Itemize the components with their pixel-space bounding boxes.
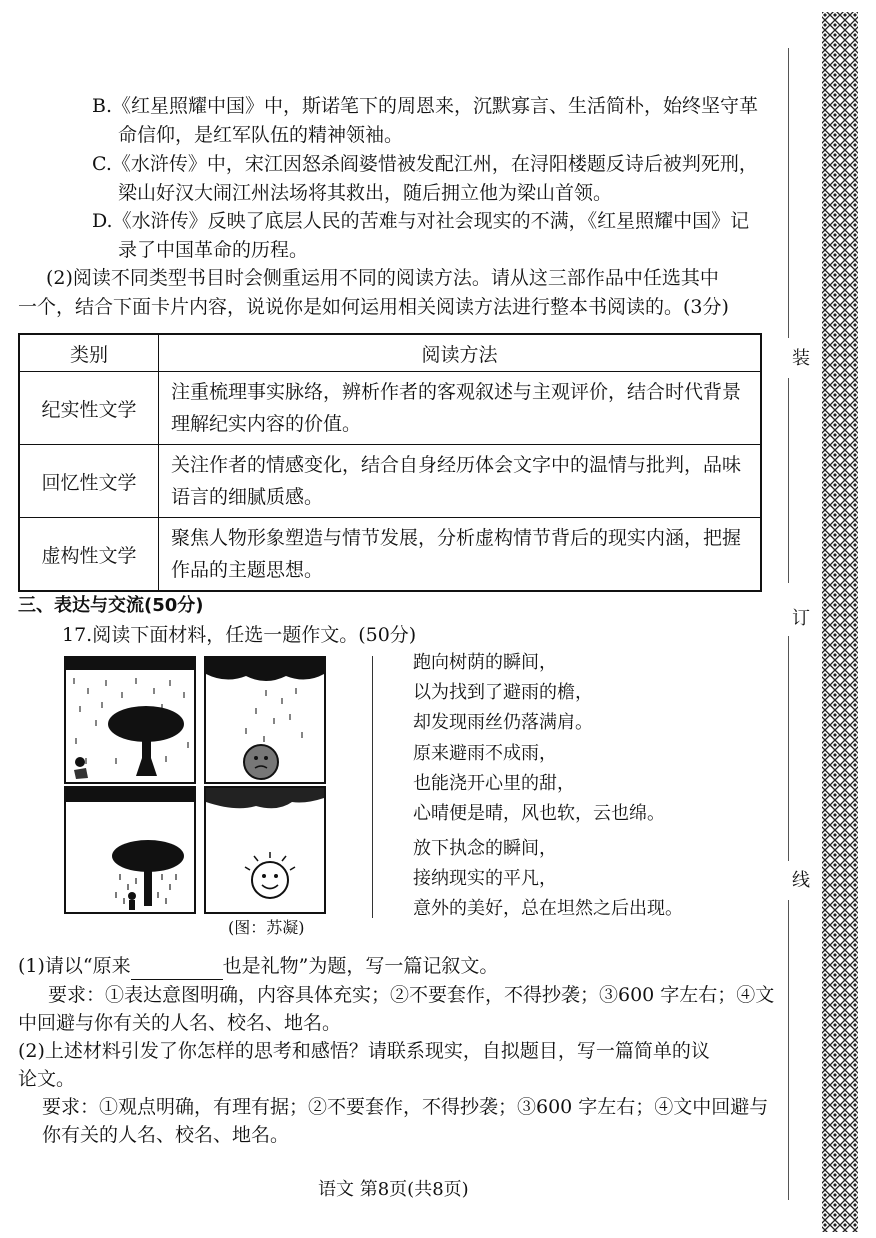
poem-divider [372,656,373,918]
margin-ding: 订 [792,608,810,629]
binding-edge-pattern [820,0,876,1238]
section-3-title: 三、表达与交流(50分) [18,595,204,616]
essay-prompt-2-line1: (2)上述材料引发了你怎样的思考和感悟？请联系现实，自拟题目，写一篇简单的议 [18,1040,710,1062]
question-2-line2: 一个，结合下面卡片内容，说说你是如何运用相关阅读方法进行整本书阅读的。(3分) [18,296,729,318]
essay-2-requirement-line1: 要求：①观点明确，有理有据；②不要套作，不得抄袭；③600 字左右；④文中回避与 [42,1096,769,1118]
comic-panel-2 [204,656,326,784]
option-b-line2: 命信仰，是红军队伍的精神领袖。 [118,124,404,146]
page-footer: 语文 第8页(共8页) [318,1179,469,1200]
essay-2-requirement-line2: 你有关的人名、校名、地名。 [42,1124,290,1146]
essay-1-requirement-line2: 中回避与你有关的人名、校名、地名。 [18,1012,342,1034]
table-header-category: 类别 [19,334,159,372]
title-blank [131,959,223,980]
category-cell: 回忆性文学 [19,445,159,518]
margin-rule-3 [788,636,789,861]
table-row [19,445,761,518]
essay-prompt-1: (1)请以“原来 也是礼物”为题，写一篇记叙文。 [18,952,498,980]
margin-rule-4 [788,900,789,1200]
question-17: 17.阅读下面材料，任选一题作文。(50分) [62,624,417,646]
comic-panel-4 [204,786,326,914]
category-cell: 虚构性文学 [19,518,159,592]
comic-panel-3 [64,786,196,914]
table-header-method: 阅读方法 [159,334,762,372]
method-cell: 关注作者的情感变化，结合自身经历体会文字中的温情与批判，品味 语言的细腻质感。 [159,445,762,518]
comic-panel-1 [64,656,196,784]
margin-rule-2 [788,378,789,583]
poem-stanza-1: 跑向树荫的瞬间， 以为找到了避雨的檐， 却发现雨丝仍落满肩。 [413,652,593,733]
option-c-line1: C.《水浒传》中，宋江因怒杀阎婆惜被发配江州，在浔阳楼题反诗后被判死刑， [92,153,758,175]
reading-methods-table [18,333,762,592]
table-row [19,372,761,445]
comic-caption: (图：苏凝) [228,918,305,937]
essay-1-requirement-line1: 要求：①表达意图明确，内容具体充实；②不要套作，不得抄袭；③600 字左右；④文 [48,984,775,1006]
margin-rule-1 [788,48,789,338]
option-b-line1: B.《红星照耀中国》中，斯诺笔下的周恩来，沉默寡言、生活简朴，始终坚守革 [92,95,759,117]
table-row [19,518,761,592]
margin-xian: 线 [792,870,810,891]
category-cell: 纪实性文学 [19,372,159,445]
option-d-line2: 录了中国革命的历程。 [118,239,309,261]
question-2-line1: (2)阅读不同类型书目时会侧重运用不同的阅读方法。请从这三部作品中任选其中 [46,267,719,289]
option-d-line1: D.《水浒传》反映了底层人民的苦难与对社会现实的不满，《红星照耀中国》记 [92,210,750,232]
option-c-line2: 梁山好汉大闹江州法场将其救出，随后拥立他为梁山首领。 [118,182,613,204]
margin-zhuang: 装 [792,348,810,369]
method-cell: 注重梳理事实脉络，辨析作者的客观叙述与主观评价，结合时代背景 理解纪实内容的价值。 [159,372,762,445]
poem-stanza-3: 放下执念的瞬间， 接纳现实的平凡， 意外的美好，总在坦然之后出现。 [413,838,683,919]
poem-stanza-2: 原来避雨不成雨， 也能浇开心里的甜， 心晴便是晴，风也软，云也绵。 [413,743,665,824]
essay-prompt-2-line2: 论文。 [18,1068,76,1090]
method-cell: 聚焦人物形象塑造与情节发展，分析虚构情节背后的现实内涵，把握 作品的主题思想。 [159,518,762,592]
